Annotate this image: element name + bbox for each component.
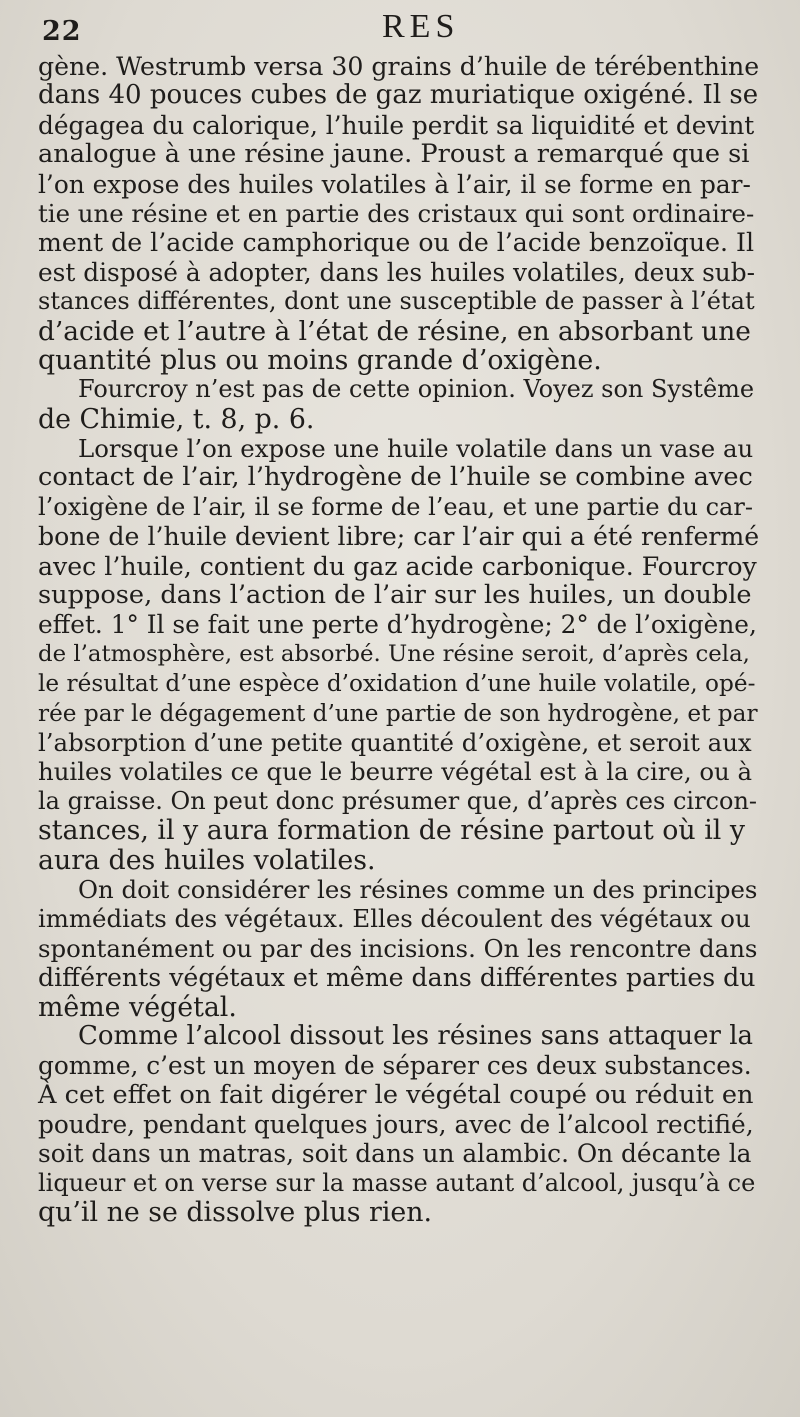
- text-line: tie une résine et en partie des cristaux qui sont ordinaire-: [38, 198, 755, 228]
- text-line: Lorsque l’on expose une huile volatile dans un vase au: [78, 434, 754, 464]
- text-line: gène. Westrumb versa 30 grains d’huile de térébenthine: [38, 52, 760, 81]
- text-line: est disposé à adopter, dans les huiles volatiles, deux sub-: [38, 257, 756, 287]
- page-header: [42, 6, 740, 48]
- text-line: Fourcroy n’est pas de cette opinion. Voyez son Systême: [78, 375, 755, 404]
- text-line: même végétal.: [38, 991, 237, 1023]
- text-line: stances différentes, dont une susceptible de passer à l’état: [38, 287, 755, 316]
- text-line: On doit considérer les résines comme un des principes: [78, 874, 758, 904]
- text-line: avec l’huile, contient du gaz acide carbonique. Fourcroy: [38, 551, 757, 581]
- text-line: l’oxigène de l’air, il se forme de l’eau, et une partie du car-: [38, 492, 753, 521]
- body-text: [38, 52, 760, 1228]
- text-line: À cet effet on fait digérer le végétal coupé ou réduit en: [38, 1079, 754, 1110]
- text-line: qu’il ne se dissolve plus rien.: [38, 1197, 433, 1229]
- text-line: analogue à une résine jaune. Proust a remarqué que si: [38, 139, 750, 170]
- text-line: immédiats des végétaux. Elles découlent des végétaux ou: [38, 904, 751, 934]
- text-line: effet. 1° Il se fait une perte d’hydrogène; 2° de l’oxigène,: [38, 610, 757, 640]
- text-line: quantité plus ou moins grande d’oxigène.: [38, 344, 602, 376]
- text-line: l’absorption d’une petite quantité d’oxigène, et seroit aux: [38, 727, 752, 757]
- page-number: 22: [42, 16, 82, 47]
- text-line: stances, il y aura formation de résine partout où il y: [38, 815, 746, 847]
- text-line: rée par le dégagement d’une partie de son hydrogène, et par: [38, 699, 758, 727]
- text-line: la graisse. On peut donc présumer que, d’après ces circon-: [38, 786, 758, 815]
- text-line: contact de l’air, l’hydrogène de l’huile se combine avec: [38, 462, 753, 493]
- text-line: dans 40 pouces cubes de gaz muriatique oxigéné. Il se: [38, 80, 759, 111]
- text-line: différents végétaux et même dans différentes parties du: [38, 963, 756, 993]
- text-line: d’acide et l’autre à l’état de résine, en absorbant une: [38, 315, 751, 347]
- text-line: suppose, dans l’action de l’air sur les huiles, un double: [38, 580, 752, 611]
- text-line: le résultat d’une espèce d’oxidation d’une huile volatile, opé-: [38, 670, 756, 698]
- text-line: l’on expose des huiles volatiles à l’air, il se forme en par-: [38, 169, 751, 199]
- text-line: liqueur et on verse sur la masse autant d’alcool, jusqu’à ce: [38, 1168, 756, 1197]
- text-line: poudre, pendant quelques jours, avec de l’alcool rectifié,: [38, 1110, 754, 1140]
- text-line: de l’atmosphère, est absorbé. Une résine seroit, d’après cela,: [38, 640, 750, 667]
- text-line: de Chimie, t. 8, p. 6.: [38, 403, 315, 435]
- text-line: aura des huiles volatiles.: [38, 844, 376, 876]
- text-line: bone de l’huile devient libre; car l’air qui a été renfermé: [38, 522, 760, 552]
- text-line: soit dans un matras, soit dans un alambic. On décante la: [38, 1139, 752, 1169]
- text-line: ment de l’acide camphorique ou de l’acide benzoïque. Il: [38, 228, 755, 258]
- text-line: spontanément ou par des incisions. On les rencontre dans: [38, 933, 758, 963]
- text-line: gomme, c’est un moyen de séparer ces deux substances.: [38, 1051, 752, 1081]
- text-line: huiles volatiles ce que le beurre végétal est à la cire, ou à: [38, 757, 753, 787]
- running-head: RES: [382, 8, 460, 45]
- text-line: Comme l’alcool dissout les résines sans attaquer la: [78, 1020, 754, 1051]
- text-line: dégagea du calorique, l’huile perdit sa liquidité et devint: [38, 110, 755, 140]
